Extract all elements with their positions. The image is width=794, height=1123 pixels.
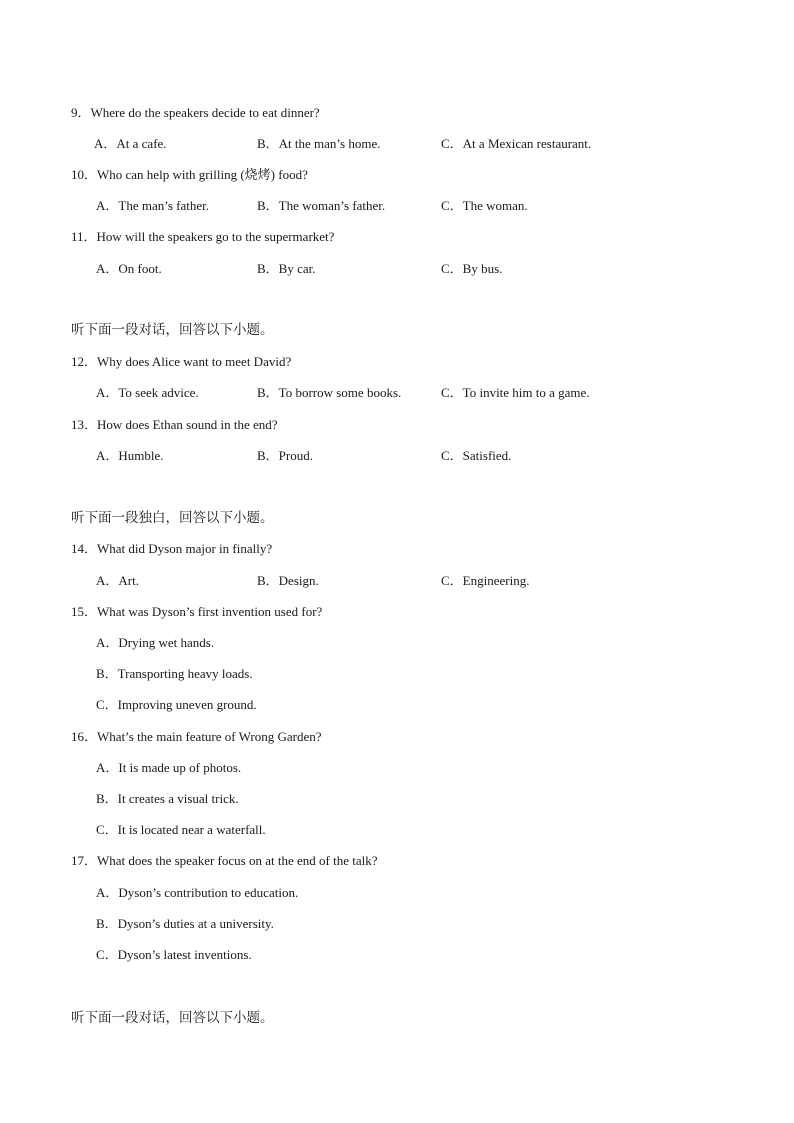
question-14-option-c: C．Engineering. bbox=[441, 573, 530, 588]
question-9-option-c: C．At a Mexican restaurant. bbox=[441, 136, 592, 151]
question-12-option-a: A．To seek advice. bbox=[96, 385, 199, 400]
question-17-stem: 17．What does the speaker focus on at the end of the talk? bbox=[71, 853, 378, 868]
question-16-option-b: B．It creates a visual trick. bbox=[96, 791, 239, 806]
question-12-stem: 12．Why does Alice want to meet David? bbox=[71, 354, 292, 369]
question-17-option-c: C．Dyson’s latest inventions. bbox=[96, 947, 252, 962]
question-9-stem: 9．Where do the speakers decide to eat dinner? bbox=[71, 105, 320, 120]
question-16-option-a: A．It is made up of photos. bbox=[96, 760, 242, 775]
question-14-option-b: B．Design. bbox=[257, 573, 319, 588]
question-10-option-a: A．The man’s father. bbox=[96, 198, 209, 213]
question-11-option-a: A．On foot. bbox=[96, 261, 162, 276]
question-10-option-c: C．The woman. bbox=[441, 198, 528, 213]
question-16-stem: 16．What’s the main feature of Wrong Garden? bbox=[71, 729, 322, 744]
question-12-option-b: B．To borrow some books. bbox=[257, 385, 402, 400]
question-9-option-a: A．At a cafe. bbox=[94, 136, 167, 151]
question-15-option-b: B．Transporting heavy loads. bbox=[96, 666, 253, 681]
question-9-option-b: B．At the man’s home. bbox=[257, 136, 381, 151]
question-16-option-c: C．It is located near a waterfall. bbox=[96, 822, 266, 837]
question-15-stem: 15．What was Dyson’s first invention used for? bbox=[71, 604, 323, 619]
question-15-option-c: C．Improving uneven ground. bbox=[96, 697, 257, 712]
question-15-option-a: A．Drying wet hands. bbox=[96, 635, 215, 650]
section-heading-dialogue-2: 听下面一段对话，回答以下小题。 bbox=[71, 1010, 274, 1025]
question-10-stem: 10．Who can help with grilling (烧烤) food? bbox=[71, 167, 308, 182]
question-11-stem: 11．How will the speakers go to the supermarket? bbox=[71, 229, 335, 244]
question-17-option-a: A．Dyson’s contribution to education. bbox=[96, 885, 299, 900]
question-17-option-b: B．Dyson’s duties at a university. bbox=[96, 916, 274, 931]
question-13-option-a: A．Humble. bbox=[96, 448, 164, 463]
section-heading-monologue: 听下面一段独白，回答以下小题。 bbox=[71, 510, 274, 525]
question-11-option-c: C．By bus. bbox=[441, 261, 503, 276]
question-12-option-c: C．To invite him to a game. bbox=[441, 385, 590, 400]
question-11-option-b: B．By car. bbox=[257, 261, 316, 276]
question-14-stem: 14．What did Dyson major in finally? bbox=[71, 541, 273, 556]
question-10-option-b: B．The woman’s father. bbox=[257, 198, 386, 213]
question-13-option-c: C．Satisfied. bbox=[441, 448, 512, 463]
question-13-stem: 13．How does Ethan sound in the end? bbox=[71, 417, 278, 432]
question-13-option-b: B．Proud. bbox=[257, 448, 313, 463]
question-14-option-a: A．Art. bbox=[96, 573, 139, 588]
section-heading-dialogue-1: 听下面一段对话，回答以下小题。 bbox=[71, 322, 274, 337]
